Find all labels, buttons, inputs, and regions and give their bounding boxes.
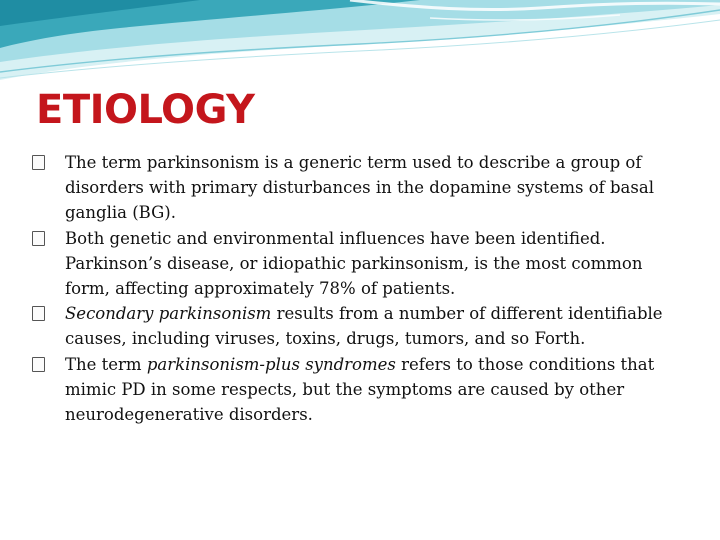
bullet-text-3: results from a number of different identifiable causes, including viruses, toxins, drugs, tumors, and so Forth.	[65, 304, 663, 349]
bullet-list	[32, 150, 692, 427]
bullet-term-secondary-parkinsonism: Secondary parkinsonism	[65, 304, 272, 324]
unrendered-glyph-box-icon	[32, 306, 45, 321]
bullet-text-1: The term parkinsonism is a generic term used to describe a group of disorders with primary disturbances in the dopamine systems of basal ganglia (BG).	[65, 153, 654, 223]
bullet-item-1	[32, 150, 692, 226]
bullet-text-4: refers to those conditions that mimic PD in some respects, but the symptoms are caused by other neurodegenerative disorders.	[65, 354, 655, 425]
bullet-item-2	[32, 226, 692, 302]
wave-header-decoration	[0, 0, 720, 90]
bullet-term-parkinsonism-plus: parkinsonism-plus syndromes	[146, 354, 396, 374]
bullet-item-3	[32, 301, 692, 351]
slide-title: ETIOLOGY	[36, 87, 255, 133]
bullet-lead-4: The term	[65, 354, 147, 374]
unrendered-glyph-box-icon	[32, 155, 45, 170]
bullet-text-2: Both genetic and environmental influences have been identified. Parkinson’s disease, or idiopathic parkinsonism, is the most common form, affecting approximately 78% of patients.	[65, 228, 643, 299]
unrendered-glyph-box-icon	[32, 357, 45, 372]
unrendered-glyph-box-icon	[32, 231, 45, 246]
bullet-item-4	[32, 352, 692, 428]
